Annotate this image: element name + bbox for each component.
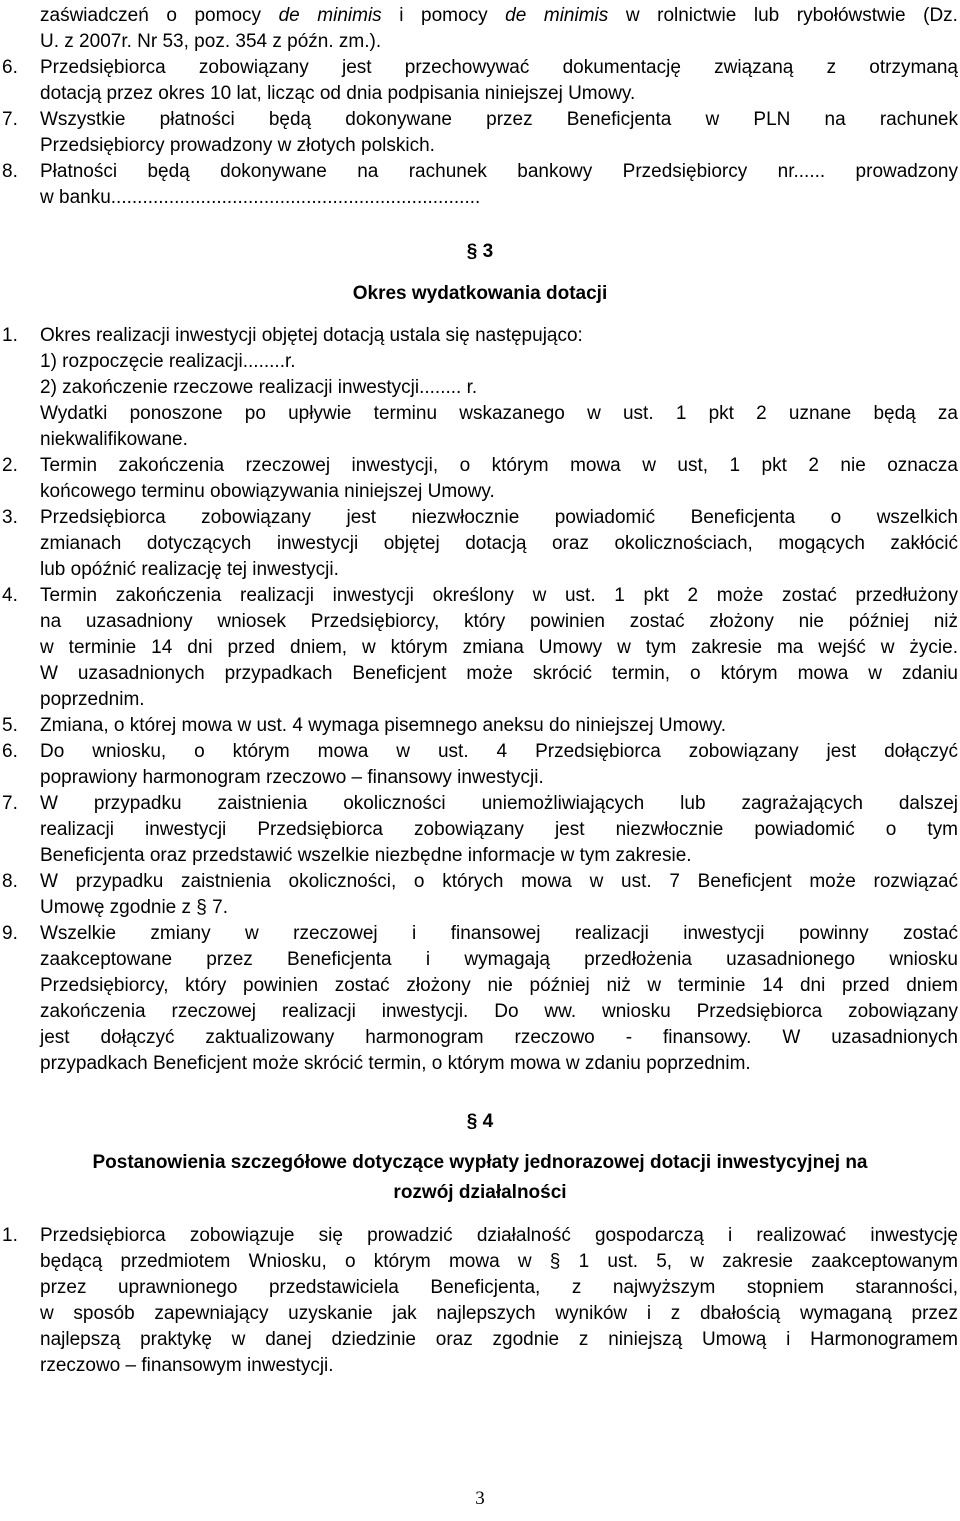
item-number: 8. — [2, 871, 18, 892]
section-3-number: § 3 — [466, 241, 494, 262]
item-number: 2. — [2, 455, 18, 476]
section-4-number: § 4 — [466, 1111, 494, 1132]
text-line: 1) rozpoczęcie realizacji........r. — [40, 351, 296, 372]
list-item-1 — [0, 1223, 960, 1379]
text-line: niekwalifikowane. — [40, 429, 188, 450]
text-line: końcowego terminu obowiązywania niniejszej Umowy. — [40, 481, 495, 502]
item-number: 1. — [2, 1225, 18, 1246]
text-line: W przypadku zaistnienia okoliczności uniemożliwiających lub zagrażających dalszej — [40, 793, 958, 814]
item-number: 3. — [2, 507, 18, 528]
text-line: poprawiony harmonogram rzeczowo – finansowy inwestycji. — [40, 767, 544, 788]
text-line: Beneficjenta oraz przedstawić wszelkie niezbędne informacje w tym zakresie. — [40, 845, 692, 866]
list-item-4 — [0, 583, 960, 713]
section-4-items — [0, 1223, 960, 1379]
text-line: W przypadku zaistnienia okoliczności, o których mowa w ust. 7 Beneficjent może rozwiązać — [40, 871, 958, 892]
list-item-1 — [0, 323, 960, 453]
text-line: lub opóźnić realizację tej inwestycji. — [40, 559, 339, 580]
list-item-7 — [0, 107, 960, 159]
text-line: zaakceptowane przez Beneficjenta i wymagają przedłożenia uzasadnionego wniosku — [40, 949, 958, 970]
section-4-title-line1: Postanowienia szczegółowe dotyczące wypłaty jednorazowej dotacji inwestycyjnej na — [92, 1152, 868, 1173]
text-line: przypadkach Beneficjent może skrócić termin, o którym mowa w zdaniu poprzednim. — [40, 1053, 751, 1074]
text-line: w banku...................................................................... — [40, 187, 481, 208]
text-line: 2) zakończenie rzeczowe realizacji inwestycji........ r. — [40, 377, 478, 398]
text-line: przez uprawnionego przedstawiciela Beneficjenta, z najwyższym stopniem staranności, — [40, 1277, 958, 1298]
list-item-7 — [0, 791, 960, 869]
item-number: 6. — [2, 57, 18, 78]
item-number: 6. — [2, 741, 18, 762]
text-line: Do wniosku, o którym mowa w ust. 4 Przedsiębiorca zobowiązany jest dołączyć — [40, 741, 958, 762]
continued-paragraph — [0, 3, 960, 55]
text-line: Przedsiębiorca zobowiązany jest przechowywać dokumentację związaną z otrzymaną — [40, 57, 958, 78]
list-item-6 — [0, 739, 960, 791]
list-items-top — [0, 55, 960, 211]
text-line: w sposób zapewniający uzyskanie jak najlepszych wyników i z dbałością wymaganą przez — [40, 1303, 958, 1324]
list-item-8 — [0, 869, 960, 921]
list-item-9 — [0, 921, 960, 1077]
list-item-8 — [0, 159, 960, 211]
text-line: W uzasadnionych przypadkach Beneficjent może skrócić termin, o którym mowa w zdaniu — [40, 663, 958, 684]
section-3-items — [0, 323, 960, 1077]
text-line: w terminie 14 dni przed dniem, w którym zmiana Umowy w tym zakresie ma wejść w życie. — [40, 637, 958, 658]
text-line: na uzasadniony wniosek Przedsiębiorcy, który powinien zostać złożony nie później niż — [40, 611, 958, 632]
text-line: dotacją przez okres 10 lat, licząc od dnia podpisania niniejszej Umowy. — [40, 83, 636, 104]
section-3-title: Okres wydatkowania dotacji — [352, 283, 608, 304]
text-line: Okres realizacji inwestycji objętej dotacją ustala się następująco: — [40, 325, 583, 346]
text-line: poprzednim. — [40, 689, 145, 710]
item-number: 8. — [2, 161, 18, 182]
text-line: Przedsiębiorca zobowiązany jest niezwłocznie powiadomić Beneficjenta o wszelkich — [40, 507, 958, 528]
item-number: 9. — [2, 923, 18, 944]
list-item-2 — [0, 453, 960, 505]
item-number: 1. — [2, 325, 18, 346]
text-line: będącą przedmiotem Wniosku, o którym mowa w § 1 ust. 5, w zakresie zaakceptowanym — [40, 1251, 958, 1272]
text-line: najlepszą praktykę w danej dziedzinie oraz zgodnie z niniejszą Umową i Harmonogramem — [40, 1329, 958, 1350]
text-line: Przedsiębiorca zobowiązuje się prowadzić działalność gospodarczą i realizować inwestycję — [40, 1225, 958, 1246]
list-item — [0, 3, 960, 55]
text-line: Przedsiębiorcy, który powinien zostać złożony nie później niż w terminie 14 dni przed dniem — [40, 975, 958, 996]
item-number: 7. — [2, 109, 18, 130]
text-line: Zmiana, o której mowa w ust. 4 wymaga pisemnego aneksu do niniejszej Umowy. — [40, 715, 727, 736]
text-line: rzeczowo – finansowym inwestycji. — [40, 1355, 334, 1376]
item-number: 7. — [2, 793, 18, 814]
text-line: Wszelkie zmiany w rzeczowej i finansowej realizacji inwestycji powinny zostać — [40, 923, 958, 944]
item-number: 4. — [2, 585, 18, 606]
text-line: zmianach dotyczących inwestycji objętej dotacją oraz okolicznościach, mogących zakłócić — [40, 533, 958, 554]
text-line: Wszystkie płatności będą dokonywane przez Beneficjenta w PLN na rachunek — [40, 109, 958, 130]
section-4-title-line2: rozwój działalności — [393, 1182, 567, 1203]
text-line: Płatności będą dokonywane na rachunek bankowy Przedsiębiorcy nr...... prowadzony — [40, 161, 958, 182]
list-item-5 — [0, 713, 960, 739]
text-line: Przedsiębiorcy prowadzony w złotych polskich. — [40, 135, 435, 156]
item-number: 5. — [2, 715, 18, 736]
text-line: Wydatki ponoszone po upływie terminu wskazanego w ust. 1 pkt 2 uznane będą za — [40, 403, 958, 424]
text-line: jest dołączyć zaktualizowany harmonogram rzeczowo - finansowy. W uzasadnionych — [40, 1027, 958, 1048]
page-number: 3 — [475, 1488, 485, 1509]
list-item-6 — [0, 55, 960, 107]
text-line: Termin zakończenia realizacji inwestycji określony w ust. 1 pkt 2 może zostać przedłużony — [40, 585, 958, 606]
text-line: U. z 2007r. Nr 53, poz. 354 z późn. zm.). — [40, 31, 382, 52]
text-line: zakończenia rzeczowej realizacji inwestycji. Do ww. wniosku Przedsiębiorca zobowiązany — [40, 1001, 958, 1022]
text-line: realizacji inwestycji Przedsiębiorca zobowiązany jest niezwłocznie powiadomić o tym — [40, 819, 958, 840]
text-line: zaświadczeń o pomocy de minimis i pomocy de minimis w rolnictwie lub rybołówstwie (Dz. — [40, 5, 958, 26]
list-item-3 — [0, 505, 960, 583]
text-line: Termin zakończenia rzeczowej inwestycji, o którym mowa w ust, 1 pkt 2 nie oznacza — [40, 455, 958, 476]
text-line: Umowę zgodnie z § 7. — [40, 897, 228, 918]
